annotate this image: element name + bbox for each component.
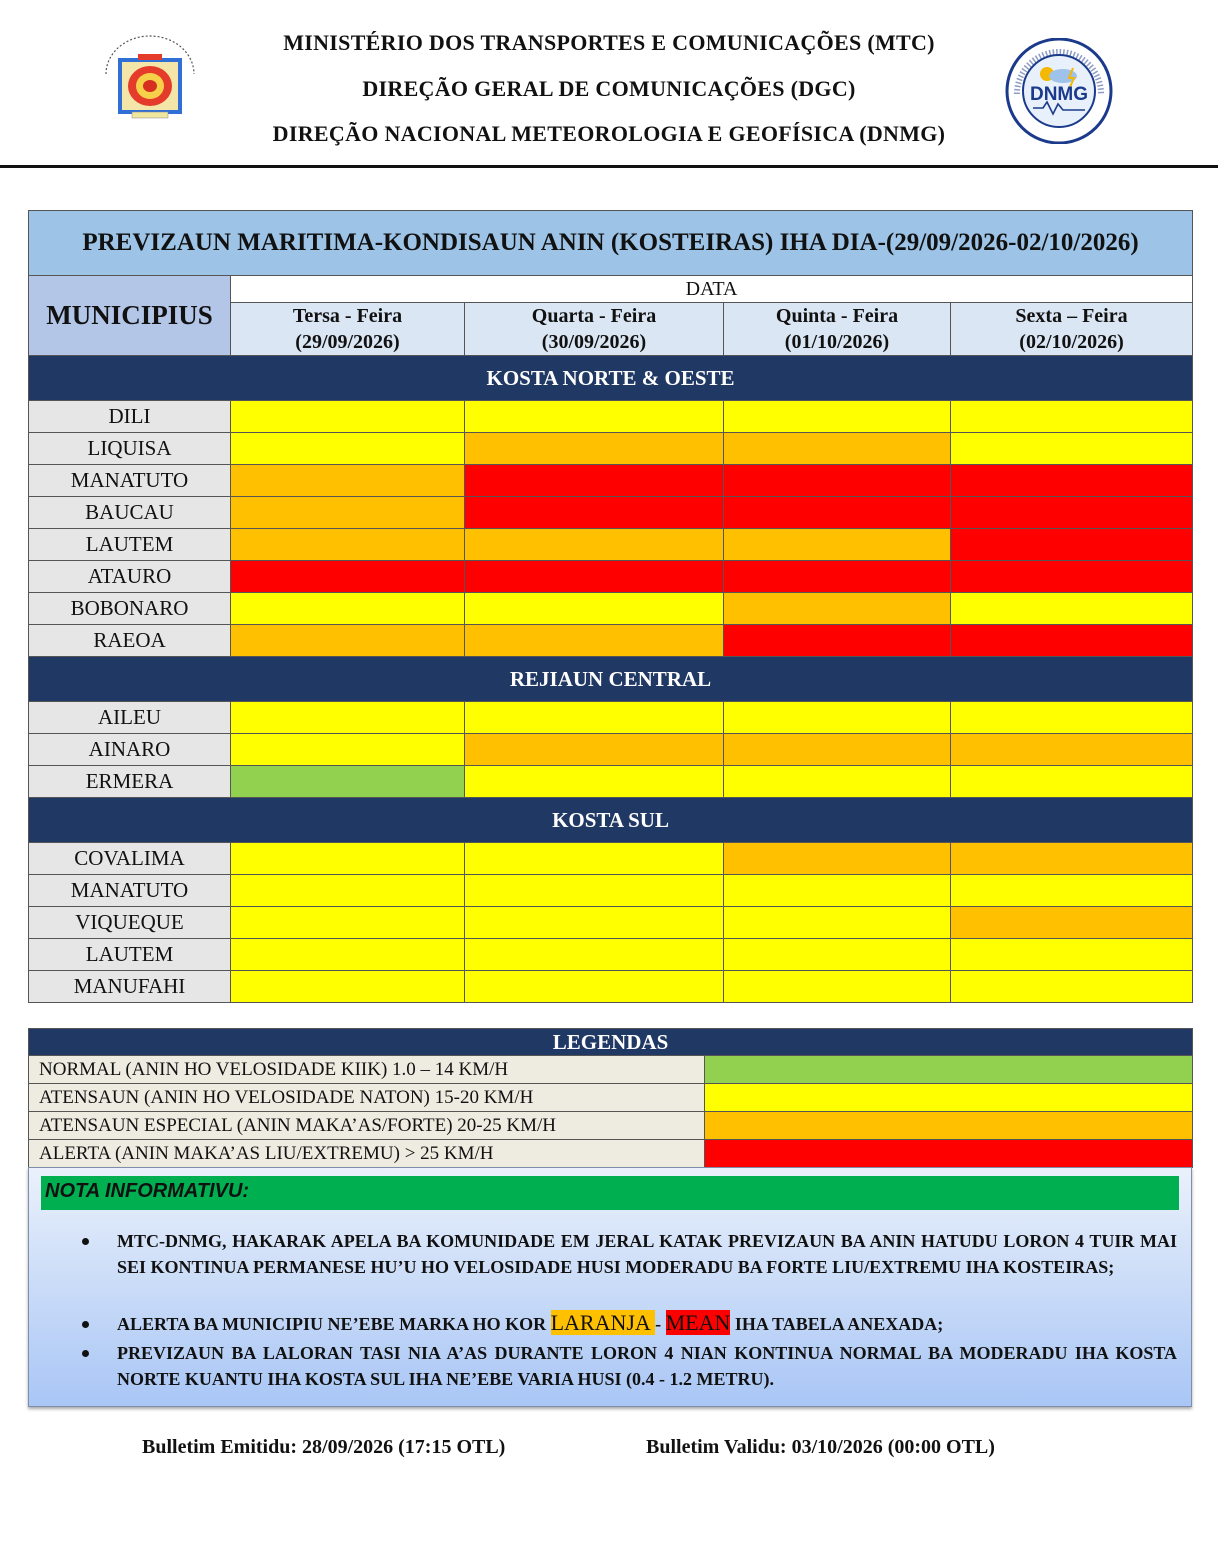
legend-swatch [705,1084,1193,1112]
forecast-level-cell [231,433,465,465]
forecast-level-cell [465,401,724,433]
forecast-level-cell [951,702,1193,734]
table-row [29,766,1193,798]
municipality-name: RAEOA [29,625,231,657]
bullet-dot-icon [82,1321,89,1328]
forecast-level-cell [465,433,724,465]
forecast-level-cell [951,433,1193,465]
forecast-level-cell [465,766,724,798]
legend-title: LEGENDAS [29,1029,1193,1056]
forecast-level-cell [724,401,951,433]
forecast-level-cell [951,465,1193,497]
legend-swatch [705,1140,1193,1168]
region-row [29,798,1193,843]
note-bullet-3: PREVIZAUN BA LALORAN TASI NIA A’AS DURANTE LORON 4 NIAN KONTINUA NORMAL BA MODERADU IHA KOSTA NORTE KUANTU IHA KOSTA SUL IHA NE’EBE VARIA HUSI (0.4 - 1.2 METRU). [117,1343,1177,1389]
forecast-level-cell [231,529,465,561]
forecast-level-cell [951,625,1193,657]
forecast-level-cell [231,625,465,657]
dnmg-logo-text: DNMG [1029,84,1089,105]
forecast-level-cell [951,875,1193,907]
mean-highlight: MEAN [665,1310,731,1335]
data-header: DATA [231,276,1193,303]
forecast-level-cell [465,939,724,971]
region-title: KOSTA NORTE & OESTE [29,356,1193,401]
page-header [0,0,1218,168]
forecast-level-cell [465,625,724,657]
legend-label: ALERTA (ANIN MAKA’AS LIU/EXTREMU) > 25 KM/H [29,1140,705,1168]
region-title: KOSTA SUL [29,798,1193,843]
table-row [29,971,1193,1003]
forecast-level-cell [724,939,951,971]
forecast-level-cell [724,971,951,1003]
municipality-name: DILI [29,401,231,433]
laranja-highlight: LARANJA [550,1310,656,1335]
forecast-level-cell [724,561,951,593]
forecast-table [28,210,1193,1003]
header-divider [0,165,1218,168]
forecast-level-cell [724,529,951,561]
day-name: Quinta - Feira [775,305,899,327]
region-row [29,356,1193,401]
day-header [724,303,951,356]
forecast-level-cell [231,465,465,497]
forecast-level-cell [231,702,465,734]
legend-swatch [705,1056,1193,1084]
forecast-level-cell [231,907,465,939]
bulletin-issued: Bulletim Emitidu: 28/09/2026 (17:15 OTL) [142,1436,506,1458]
forecast-level-cell [465,875,724,907]
forecast-level-cell [951,561,1193,593]
forecast-level-cell [724,766,951,798]
day-name: Tersa - Feira [292,305,403,327]
directorate-general-title: DIREÇÃO GERAL DE COMUNICAÇÕES (DGC) [362,76,856,101]
forecast-level-cell [465,561,724,593]
municipality-name: BOBONARO [29,593,231,625]
forecast-level-cell [465,497,724,529]
legend-label: ATENSAUN (ANIN HO VELOSIDADE NATON) 15-20 KM/H [29,1084,705,1112]
table-row [29,625,1193,657]
national-directorate-title: DIREÇÃO NACIONAL METEOROLOGIA E GEOFÍSICA (DNMG) [272,121,946,146]
municipality-name: AILEU [29,702,231,734]
note-bullet-2 [117,1310,1177,1337]
municipality-name: MANATUTO [29,465,231,497]
bullet2-prefix: ALERTA BA MUNICIPIU NE’EBE MARKA HO KOR [117,1314,551,1334]
forecast-level-cell [724,625,951,657]
forecast-level-cell [231,734,465,766]
day-header [465,303,724,356]
table-row [29,593,1193,625]
table-row [29,561,1193,593]
forecast-level-cell [231,875,465,907]
forecast-level-cell [951,401,1193,433]
municipality-name: MANATUTO [29,875,231,907]
forecast-level-cell [231,401,465,433]
bullet2-suffix: IHA TABELA ANEXADA; [730,1314,944,1334]
table-row [29,939,1193,971]
legend-table [28,1028,1193,1168]
region-row [29,657,1193,702]
forecast-level-cell [465,971,724,1003]
table-row [29,497,1193,529]
forecast-level-cell [231,766,465,798]
municipality-name: LAUTEM [29,939,231,971]
bulletin-valid: Bulletim Validu: 03/10/2026 (00:00 OTL) [646,1436,995,1458]
forecast-level-cell [951,939,1193,971]
municipality-name: VIQUEQUE [29,907,231,939]
forecast-level-cell [465,529,724,561]
municipius-header: MUNICIPIUS [29,276,231,356]
legend-label: ATENSAUN ESPECIAL (ANIN MAKA’AS/FORTE) 20-25 KM/H [29,1112,705,1140]
forecast-level-cell [231,843,465,875]
forecast-level-cell [724,843,951,875]
forecast-level-cell [951,971,1193,1003]
forecast-level-cell [951,907,1193,939]
forecast-level-cell [951,766,1193,798]
municipality-name: AINARO [29,734,231,766]
municipality-name: BAUCAU [29,497,231,529]
forecast-level-cell [465,702,724,734]
table-row [29,529,1193,561]
forecast-level-cell [724,875,951,907]
forecast-level-cell [231,561,465,593]
legend-swatch [705,1112,1193,1140]
legend-row [29,1056,1193,1084]
forecast-level-cell [724,907,951,939]
table-row [29,875,1193,907]
day-date: (29/09/2026) [295,331,400,353]
dnmg-logo-icon [1003,38,1115,144]
day-date: (30/09/2026) [541,331,647,353]
municipality-name: COVALIMA [29,843,231,875]
forecast-level-cell [724,497,951,529]
day-header [231,303,465,356]
municipality-name: LAUTEM [29,529,231,561]
note-bullet-1: MTC-DNMG, HAKARAK APELA BA KOMUNIDADE EM JERAL KATAK PREVIZAUN BA ANIN HATUDU LORON 4 TUIR MAI SEI KONTINUA PERMANESE HU’U HO VELOSIDADE HUSI MODERADU BA FORTE LIU/EXTREMU IHA KOSTEIRAS; [117,1231,1177,1277]
forecast-level-cell [465,593,724,625]
day-name: Quarta - Feira [531,305,657,327]
table-row [29,433,1193,465]
legend-row [29,1140,1193,1168]
table-row [29,843,1193,875]
forecast-level-cell [951,843,1193,875]
forecast-title: PREVIZAUN MARITIMA-KONDISAUN ANIN (KOSTEIRAS) IHA DIA-(29/09/2026-02/10/2026) [29,211,1193,276]
forecast-level-cell [951,593,1193,625]
table-row [29,907,1193,939]
ministry-title: MINISTÉRIO DOS TRANSPORTES E COMUNICAÇÕES (MTC) [283,30,935,55]
legend-label: NORMAL (ANIN HO VELOSIDADE KIIK) 1.0 – 14 KM/H [29,1056,705,1084]
forecast-level-cell [231,971,465,1003]
forecast-level-cell [951,529,1193,561]
forecast-level-cell [231,497,465,529]
note-heading: NOTA INFORMATIVU: [45,1180,250,1202]
legend-row [29,1112,1193,1140]
forecast-level-cell [465,843,724,875]
table-row [29,465,1193,497]
table-row [29,401,1193,433]
note-header [41,1176,1179,1210]
legend-row [29,1084,1193,1112]
forecast-level-cell [724,734,951,766]
day-date: (02/10/2026) [1019,331,1124,353]
forecast-level-cell [724,465,951,497]
forecast-level-cell [951,497,1193,529]
bullet-dot-icon [82,1238,89,1245]
municipality-name: LIQUISA [29,433,231,465]
municipality-name: MANUFAHI [29,971,231,1003]
table-row [29,734,1193,766]
municipality-name: ATAURO [29,561,231,593]
day-date: (01/10/2026) [784,331,890,353]
bullet-dot-icon [82,1350,89,1357]
region-title: REJIAUN CENTRAL [29,657,1193,702]
day-header [951,303,1193,356]
bullet2-separator: - [655,1314,666,1334]
municipality-name: ERMERA [29,766,231,798]
forecast-level-cell [724,433,951,465]
note-box [28,1167,1192,1407]
forecast-level-cell [231,939,465,971]
day-name: Sexta – Feira [1015,305,1128,327]
forecast-level-cell [951,734,1193,766]
forecast-level-cell [231,593,465,625]
forecast-level-cell [724,702,951,734]
table-row [29,702,1193,734]
forecast-level-cell [465,907,724,939]
forecast-level-cell [465,465,724,497]
forecast-level-cell [724,593,951,625]
forecast-level-cell [465,734,724,766]
